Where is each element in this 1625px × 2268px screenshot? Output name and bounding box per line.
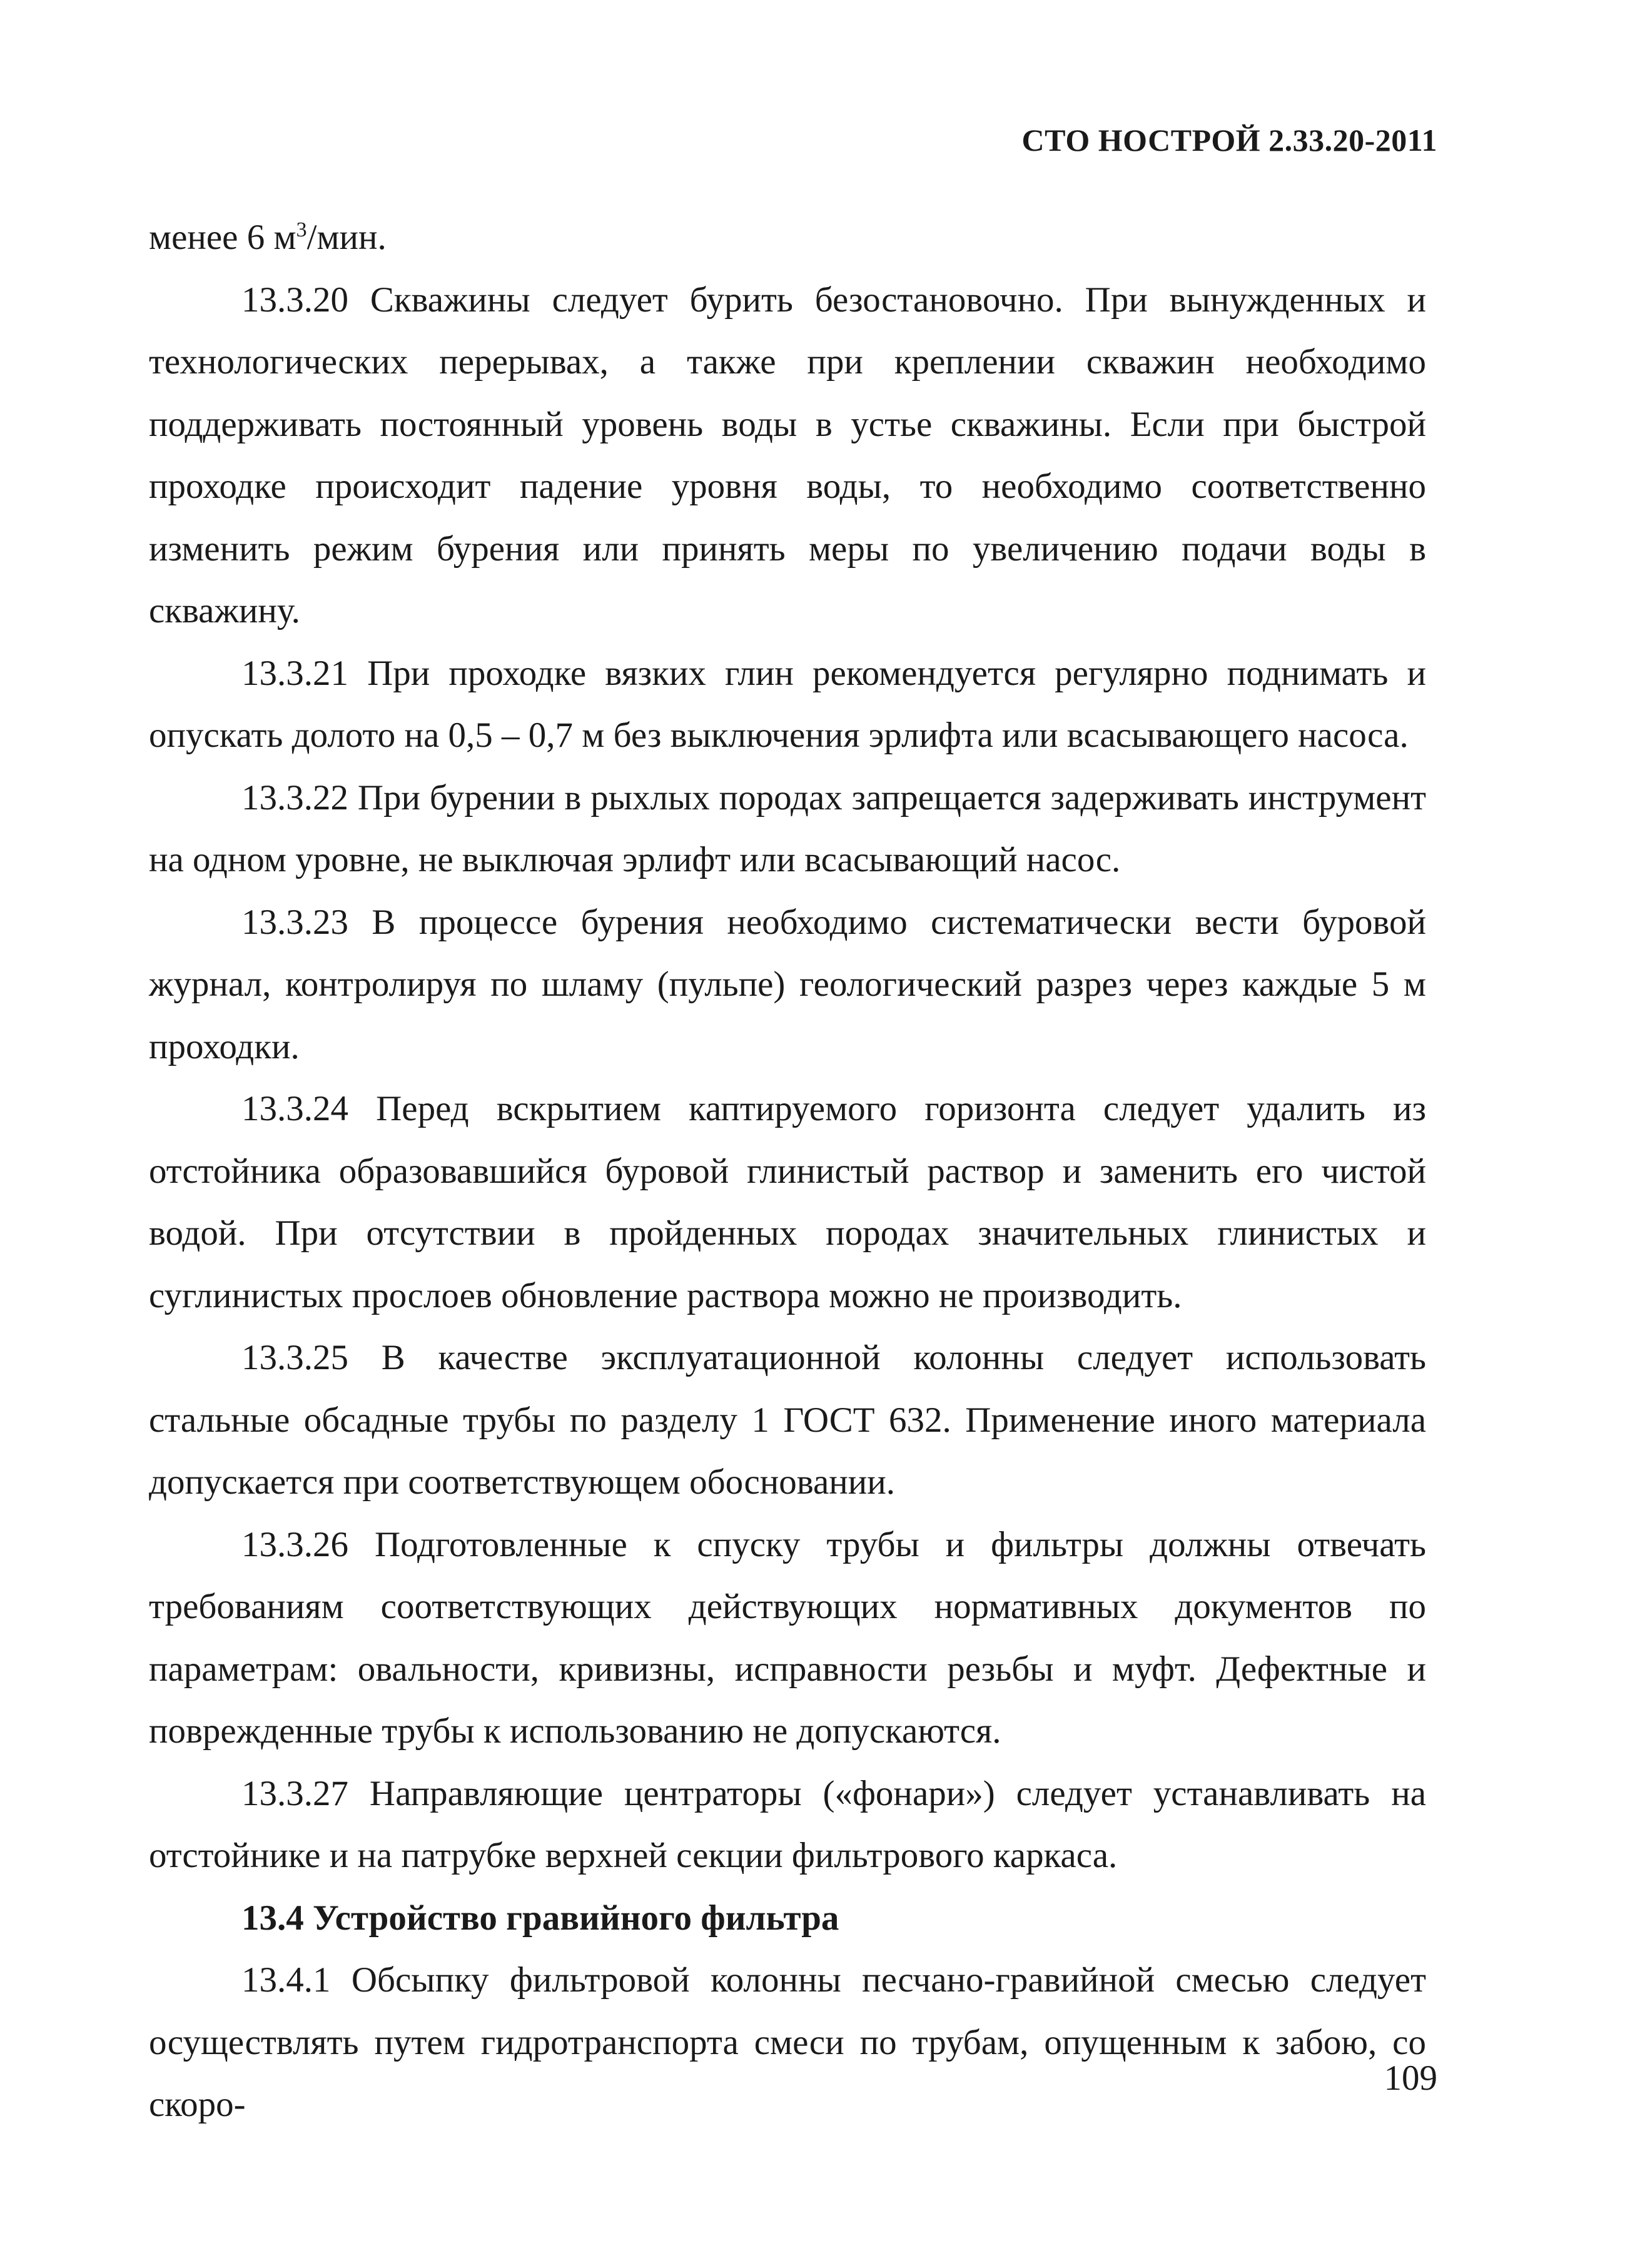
paragraph-13-3-24: 13.3.24 Перед вскрытием каптируемого горизонта следует удалить из отстойника образовавшийся буровой глинистый раствор и заменить его чистой водой. При отсутствии в пройденных породах значительных глинистых и суглинистых прослоев обновление раствора можно не производить. xyxy=(149,1089,1426,1315)
document-code-header: СТО НОСТРОЙ 2.33.20-2011 xyxy=(1021,123,1437,158)
paragraph-13-4-1: 13.4.1 Обсыпку фильтровой колонны песчано-гравийной смесью следует осуществлять путем гидротранспорта смеси по трубам, опущенным к забою, со скоро- xyxy=(149,1960,1426,2124)
paragraph-13-3-27: 13.3.27 Направляющие центраторы («фонари») следует устанавливать на отстойнике и на патрубке верхней секции фильтрового каркаса. xyxy=(149,1773,1426,1875)
paragraph-13-3-26: 13.3.26 Подготовленные к спуску трубы и фильтры должны отвечать требованиям соответствующих действующих нормативных документов по параметрам: овальности, кривизны, исправности резьбы и муфт. Дефектные и поврежденные трубы к использованию не допускаются. xyxy=(149,1524,1426,1751)
page-content xyxy=(149,206,1426,2136)
paragraph-13-3-23: 13.3.23 В процессе бурения необходимо систематически вести буровой журнал, контролируя по шламу (пульпе) геологический разрез через каждые 5 м проходки. xyxy=(149,902,1426,1066)
paragraph-13-3-20: 13.3.20 Скважины следует бурить безостановочно. При вынужденных и технологических перерывах, а также при креплении скважин необходимо поддерживать постоянный уровень воды в устье скважины. Если при быстрой проходке происходит падение уровня воды, то необходимо соответственно изменить режим бурения или принять меры по увеличению подачи воды в скважину. xyxy=(149,280,1426,630)
page-number: 109 xyxy=(1384,2058,1437,2098)
paragraph-13-3-22: 13.3.22 При бурении в рыхлых породах запрещается задерживать инструмент на одном уровне, не выключая эрлифт или всасывающий насос. xyxy=(149,777,1426,879)
continuation-text: менее 6 м xyxy=(149,218,296,257)
section-heading-13-4: 13.4 Устройство гравийного фильтра xyxy=(241,1898,839,1938)
paragraph-13-3-25: 13.3.25 В качестве эксплуатационной колонны следует использовать стальные обсадные трубы по разделу 1 ГОСТ 632. Применение иного материала допускается при соответствующем обосновании. xyxy=(149,1338,1426,1502)
continuation-line xyxy=(149,206,1426,269)
paragraph-13-3-21: 13.3.21 При проходке вязких глин рекомендуется регулярно поднимать и опускать долото на 0,5 – 0,7 м без выключения эрлифта или всасывающего насоса. xyxy=(149,653,1426,755)
cubic-superscript: 3 xyxy=(296,218,307,241)
continuation-unit: /мин. xyxy=(306,218,387,257)
